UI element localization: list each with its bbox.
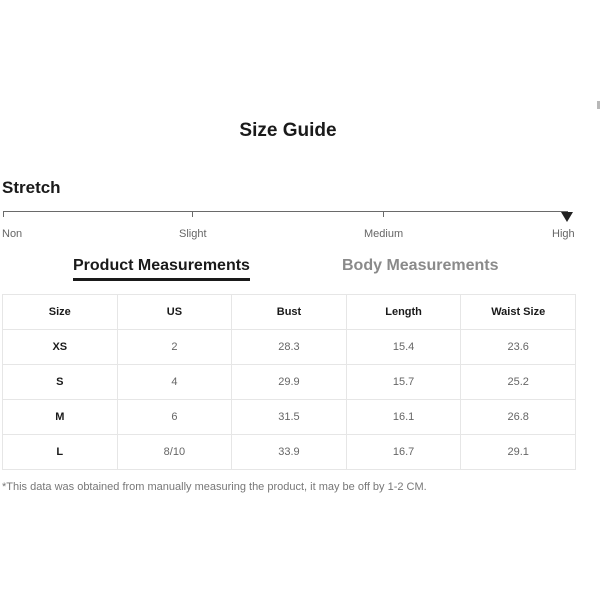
column-header-bust: Bust	[232, 295, 347, 330]
length-cell: 15.4	[346, 330, 461, 365]
table-row	[3, 365, 576, 400]
column-header-waist-size: Waist Size	[461, 295, 576, 330]
measurement-footnote: *This data was obtained from manually measuring the product, it may be off by 1-2 CM.	[2, 481, 427, 493]
length-cell: 15.7	[346, 365, 461, 400]
bust-cell: 33.9	[232, 435, 347, 470]
waist-size-cell: 23.6	[461, 330, 576, 365]
page-title: Size Guide	[239, 120, 337, 141]
size-cell: M	[3, 400, 118, 435]
table-row	[3, 435, 576, 470]
stretch-tick-slight	[192, 211, 193, 217]
waist-size-cell: 29.1	[461, 435, 576, 470]
stretch-label-medium: Medium	[364, 228, 404, 240]
us-cell: 8/10	[117, 435, 232, 470]
table-header-row	[3, 295, 576, 330]
length-cell: 16.1	[346, 400, 461, 435]
tab-product-measurements[interactable]: Product Measurements	[73, 257, 250, 281]
column-header-length: Length	[346, 295, 461, 330]
bust-cell: 28.3	[232, 330, 347, 365]
table-row	[3, 330, 576, 365]
stretch-tick-medium	[383, 211, 384, 217]
bust-cell: 29.9	[232, 365, 347, 400]
stretch-tick-non	[3, 211, 4, 217]
table-row	[3, 400, 576, 435]
stretch-scale-line	[3, 211, 568, 212]
length-cell: 16.7	[346, 435, 461, 470]
column-header-us: US	[117, 295, 232, 330]
stretch-label-high: High	[552, 228, 575, 240]
waist-size-cell: 25.2	[461, 365, 576, 400]
size-cell: S	[3, 365, 118, 400]
stretch-label-non: Non	[2, 228, 23, 240]
us-cell: 6	[117, 400, 232, 435]
size-cell: L	[3, 435, 118, 470]
stretch-label-slight: Slight	[179, 228, 207, 240]
tab-body-measurements[interactable]: Body Measurements	[342, 257, 499, 274]
bust-cell: 31.5	[232, 400, 347, 435]
us-cell: 2	[117, 330, 232, 365]
stretch-selected-marker-icon	[561, 212, 573, 222]
waist-size-cell: 26.8	[461, 400, 576, 435]
size-cell: XS	[3, 330, 118, 365]
stretch-heading: Stretch	[2, 178, 61, 197]
measurements-table	[2, 294, 576, 470]
us-cell: 4	[117, 365, 232, 400]
column-header-size: Size	[3, 295, 118, 330]
